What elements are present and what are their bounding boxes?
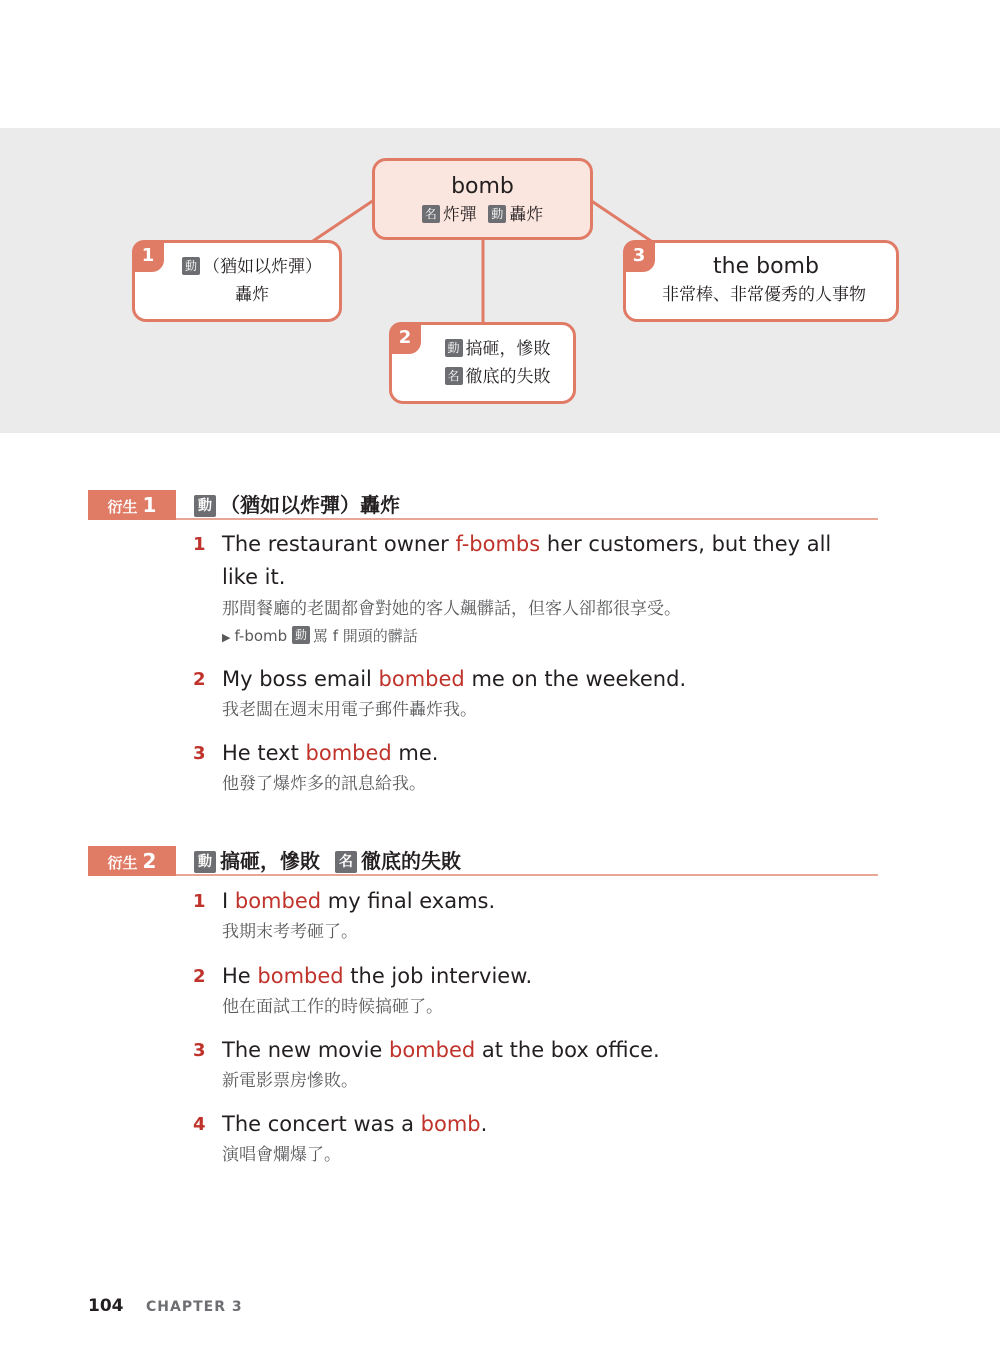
center-meaning-1: 炸彈 [442, 205, 477, 225]
example-1-2 [193, 663, 873, 724]
chapter-label: CHAPTER 3 [146, 1299, 243, 1315]
example-translation: 新電影票房慘敗。 [222, 1071, 358, 1091]
triangle-bullet-icon: ▶ [222, 631, 231, 644]
example-2-4 [193, 1108, 873, 1169]
pos-verb-tag: 動 [194, 851, 216, 873]
note-text: 罵 f 開頭的髒話 [312, 627, 418, 645]
pos-verb-tag: 動 [445, 339, 463, 357]
page-footer [88, 1295, 243, 1317]
highlight-word: f-bombs [455, 532, 541, 556]
sentence-part: me. [391, 741, 439, 765]
example-translation: 我期末考考砸了。 [222, 922, 358, 942]
sentence-part: He text [222, 741, 306, 765]
branch-number-2: 2 [389, 322, 421, 354]
section-header-1 [88, 490, 878, 520]
sentence-part: . [480, 1112, 488, 1136]
section-badge-1 [88, 490, 176, 520]
pos-verb-tag: 動 [292, 626, 310, 644]
sentence-part: I [222, 889, 235, 913]
example-1-1 [193, 528, 873, 651]
section-title-text-2: 徹底的失敗 [360, 849, 461, 873]
branch-1-meaning: （猶如以炸彈） [203, 257, 322, 277]
section-rule [176, 518, 878, 520]
branch-node-3 [623, 240, 899, 322]
example-translation: 那間餐廳的老闆都會對她的客人飆髒話，但客人卻都很享受。 [222, 599, 681, 619]
example-translation: 他在面試工作的時候搞砸了。 [222, 997, 443, 1017]
badge-label: 衍生 [107, 854, 138, 872]
section-title-2 [192, 846, 461, 876]
example-sentence [222, 1034, 873, 1067]
highlight-word: bombed [305, 741, 392, 765]
note-word: f-bomb [234, 627, 288, 645]
sentence-part: He [222, 964, 258, 988]
section-badge-2 [88, 846, 176, 876]
branch-3-meaning: 非常棒、非常優秀的人事物 [662, 285, 866, 305]
sentence-part: The restaurant owner [222, 532, 456, 556]
page-number: 104 [88, 1296, 124, 1316]
example-2-1 [193, 885, 873, 946]
branch-2-meaning-1: 搞砸，慘敗 [465, 339, 551, 359]
pos-noun-tag: 名 [335, 851, 357, 873]
example-sentence [222, 885, 873, 918]
example-number: 3 [193, 1040, 206, 1061]
section-title-text-1: 搞砸，慘敗 [220, 849, 320, 873]
sentence-part: My boss email [222, 667, 379, 691]
center-meanings [375, 201, 590, 229]
pos-verb-tag: 動 [194, 495, 216, 517]
badge-label: 衍生 [107, 498, 138, 516]
sentence-part: The concert was a [222, 1112, 421, 1136]
example-number: 2 [193, 669, 206, 690]
branch-2-line-2 [392, 363, 573, 391]
example-number: 1 [193, 534, 206, 555]
section-title-1 [192, 490, 400, 520]
badge-number: 1 [142, 493, 157, 517]
example-2-3 [193, 1034, 873, 1095]
pos-verb-tag: 動 [488, 205, 506, 223]
example-sentence [222, 1108, 873, 1141]
example-number: 1 [193, 891, 206, 912]
branch-node-2 [389, 322, 576, 404]
example-sentence [222, 663, 873, 696]
sentence-part: my final exams. [321, 889, 496, 913]
sentence-part: The new movie [222, 1038, 389, 1062]
center-node [372, 158, 593, 240]
example-sentence [222, 528, 873, 594]
center-word: bomb [451, 174, 514, 199]
branch-1-line-1 [135, 253, 339, 281]
section-title-text: （猶如以炸彈）轟炸 [220, 493, 400, 517]
branch-1-line-2: 轟炸 [235, 285, 269, 305]
sentence-part: at the box office. [475, 1038, 660, 1062]
mind-map-panel [0, 128, 1000, 433]
section-rule [176, 874, 878, 876]
badge-number: 2 [142, 849, 157, 873]
sentence-part: the job interview. [343, 964, 533, 988]
example-translation: 我老闆在週末用電子郵件轟炸我。 [222, 700, 477, 720]
example-translation: 他發了爆炸多的訊息給我。 [222, 774, 426, 794]
example-2-2 [193, 960, 873, 1021]
branch-2-meaning-2: 徹底的失敗 [465, 367, 551, 387]
example-number: 2 [193, 966, 206, 987]
vocab-note [222, 623, 873, 651]
sentence-part: her customers, but they all like it. [222, 532, 832, 589]
branch-number-1: 1 [132, 240, 164, 272]
center-meaning-2: 轟炸 [509, 205, 544, 225]
highlight-word: bombed [234, 889, 322, 913]
example-1-3 [193, 737, 873, 798]
example-translation: 演唱會爛爆了。 [222, 1145, 341, 1165]
branch-node-1 [132, 240, 342, 322]
example-number: 4 [193, 1114, 206, 1135]
highlight-word: bomb [420, 1112, 481, 1136]
example-sentence [222, 737, 873, 770]
sentence-part: me on the weekend. [464, 667, 687, 691]
highlight-word: bombed [378, 667, 465, 691]
highlight-word: bombed [388, 1038, 476, 1062]
example-number: 3 [193, 743, 206, 764]
highlight-word: bombed [257, 964, 344, 988]
pos-noun-tag: 名 [445, 367, 463, 385]
section-header-2 [88, 846, 878, 876]
branch-3-phrase: the bomb [713, 254, 819, 279]
pos-noun-tag: 名 [422, 205, 440, 223]
pos-verb-tag: 動 [182, 257, 200, 275]
branch-number-3: 3 [623, 240, 655, 272]
example-sentence [222, 960, 873, 993]
